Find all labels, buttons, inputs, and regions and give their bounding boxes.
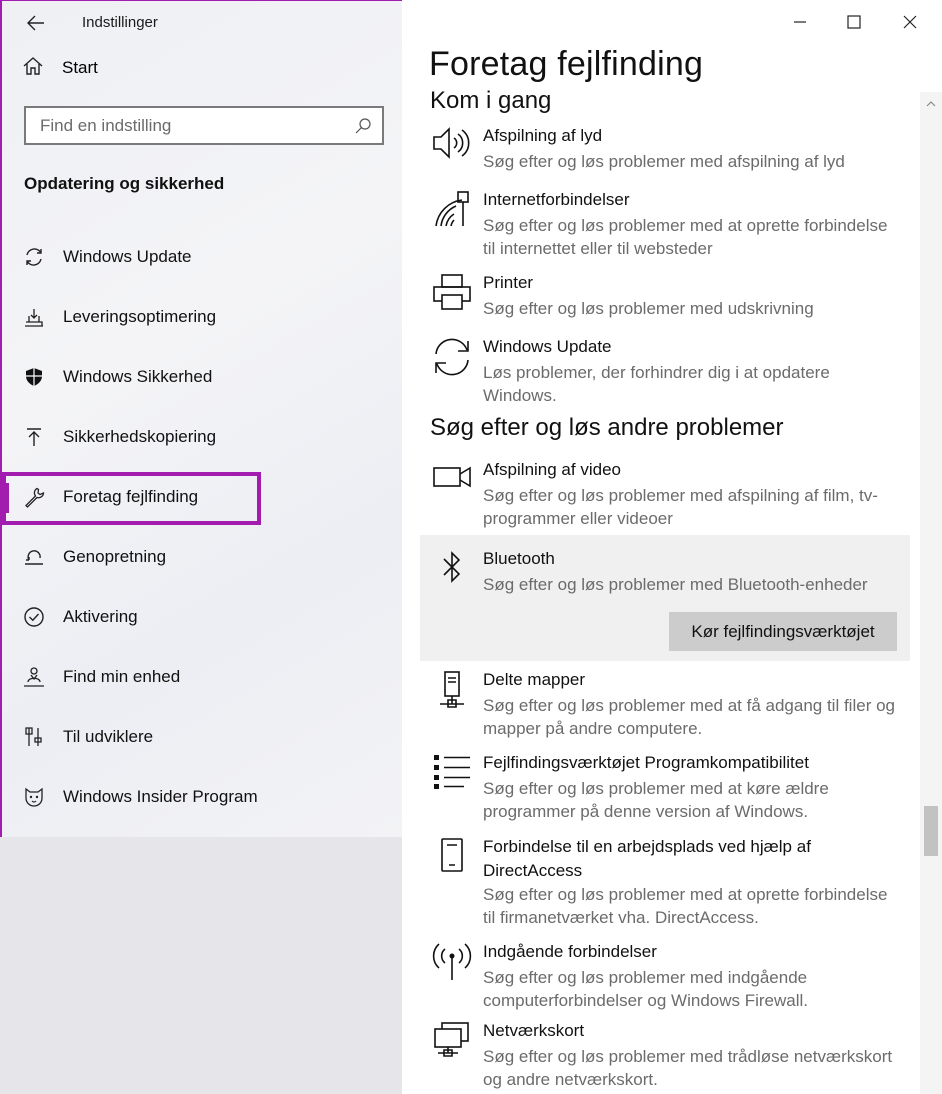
item-name: Forbindelse til en arbejdsplads ved hjælp af DirectAccess	[483, 837, 811, 880]
home-icon	[22, 55, 44, 82]
sidebar-item-label: Til udviklere	[63, 727, 154, 746]
scroll-up-icon[interactable]	[920, 96, 942, 112]
sidebar-item-label: Windows Sikkerhed	[63, 367, 213, 386]
sidebar	[0, 0, 402, 837]
search-icon[interactable]	[354, 117, 372, 140]
home-label: Start	[62, 58, 98, 77]
phone-icon	[430, 835, 474, 879]
sidebar-item-recovery[interactable]	[2, 532, 402, 582]
close-icon[interactable]	[890, 8, 930, 36]
item-description: Løs problemer, der forhindrer dig i at opdatere Windows.	[483, 363, 830, 405]
sidebar-item-label: Aktivering	[63, 607, 138, 626]
shield-icon	[23, 366, 45, 388]
section-get-started: Kom i gang	[430, 88, 552, 114]
sidebar-item-find-my-device[interactable]	[2, 652, 402, 702]
item-description: Søg efter og løs problemer med afspilning af film, tv-programmer eller videoer	[483, 486, 878, 528]
item-name: Printer	[483, 273, 534, 292]
troubleshooter-list	[402, 88, 922, 1094]
sidebar-item-delivery-optimization[interactable]	[2, 292, 402, 342]
item-name: Delte mapper	[483, 670, 586, 689]
sidebar-item-label: Foretag fejlfinding	[63, 487, 199, 506]
item-description: Søg efter og løs problemer med trådløse netværkskort og andre netværkskort.	[483, 1047, 893, 1089]
antenna-icon	[430, 942, 474, 986]
sidebar-item-troubleshoot[interactable]	[2, 472, 402, 522]
check-circle-icon	[23, 606, 45, 628]
content-pane	[402, 0, 942, 1094]
sync-icon	[23, 246, 45, 268]
item-description: Søg efter og løs problemer med afspilning af lyd	[483, 152, 845, 171]
sidebar-item-windows-insider[interactable]	[2, 772, 402, 822]
minimize-icon[interactable]	[780, 8, 820, 36]
sync-icon	[430, 337, 474, 381]
item-description: Søg efter og løs problemer med udskrivning	[483, 299, 814, 318]
section-other-problems: Søg efter og løs andre problemer	[430, 414, 784, 441]
wifi-network-icon	[430, 190, 474, 234]
sidebar-item-windows-security[interactable]	[2, 352, 402, 402]
item-name: Bluetooth	[483, 549, 555, 568]
sidebar-item-backup[interactable]	[2, 412, 402, 462]
run-troubleshooter-button[interactable]: Kør fejlfindingsværktøjet	[669, 612, 897, 651]
item-name: Afspilning af video	[483, 460, 621, 479]
sidebar-item-label: Windows Update	[63, 247, 192, 266]
person-location-icon	[23, 666, 45, 688]
search-box[interactable]	[24, 106, 384, 145]
search-input[interactable]	[40, 116, 340, 136]
item-description: Søg efter og løs problemer med Bluetooth-enheder	[483, 575, 868, 594]
sidebar-item-developers[interactable]	[2, 712, 402, 762]
item-name: Fejlfindingsværktøjet Programkompatibilitet	[483, 753, 809, 772]
bluetooth-expanded-panel[interactable]	[420, 535, 910, 661]
wrench-icon	[23, 486, 45, 508]
developer-tools-icon	[23, 726, 45, 748]
printer-icon	[430, 273, 474, 317]
list-icon	[430, 753, 474, 797]
maximize-icon[interactable]	[834, 8, 874, 36]
sidebar-item-label: Genopretning	[63, 547, 167, 566]
speaker-icon	[430, 126, 474, 170]
insider-cat-icon	[23, 786, 45, 808]
sidebar-item-activation[interactable]	[2, 592, 402, 642]
item-name: Netværkskort	[483, 1021, 585, 1040]
item-description: Søg efter og løs problemer med indgående computerforbindelser og Windows Firewall.	[483, 968, 809, 1010]
delivery-optimization-icon	[23, 306, 45, 328]
back-arrow-icon[interactable]	[22, 9, 50, 37]
sidebar-empty-area	[0, 837, 402, 1094]
item-description: Søg efter og løs problemer med at oprette forbindelse til internettet eller til websteder	[483, 216, 888, 258]
sidebar-item-home[interactable]	[22, 53, 98, 83]
page-title: Foretag fejlfinding	[429, 45, 704, 83]
sidebar-item-label: Windows Insider Program	[63, 787, 258, 806]
item-name: Windows Update	[483, 337, 612, 356]
sidebar-item-label: Sikkerhedskopiering	[63, 427, 217, 446]
item-description: Søg efter og løs problemer med at få adgang til filer og mapper på andre computere.	[483, 696, 895, 738]
active-indicator	[5, 483, 9, 513]
sidebar-item-label: Leveringsoptimering	[63, 307, 217, 326]
app-title: Indstillinger	[82, 14, 158, 31]
recovery-icon	[23, 546, 45, 568]
item-name: Internetforbindelser	[483, 190, 630, 209]
shared-folder-icon	[430, 670, 474, 714]
item-description: Søg efter og løs problemer med at oprette forbindelse til firmanetværket vha. DirectAccess.	[483, 885, 888, 927]
backup-arrow-icon	[23, 426, 45, 448]
item-name: Afspilning af lyd	[483, 126, 603, 145]
item-name: Indgående forbindelser	[483, 942, 657, 961]
section-title: Opdatering og sikkerhed	[24, 174, 225, 193]
bluetooth-icon	[430, 549, 474, 593]
scrollbar-thumb[interactable]	[924, 806, 938, 856]
network-adapter-icon	[430, 1021, 474, 1065]
sidebar-item-label: Find min enhed	[63, 667, 181, 686]
item-description: Søg efter og løs problemer med at køre ældre programmer på denne version af Windows.	[483, 779, 829, 821]
scrollbar[interactable]	[920, 92, 942, 1094]
video-camera-icon	[430, 460, 474, 504]
sidebar-item-windows-update[interactable]	[2, 232, 402, 282]
